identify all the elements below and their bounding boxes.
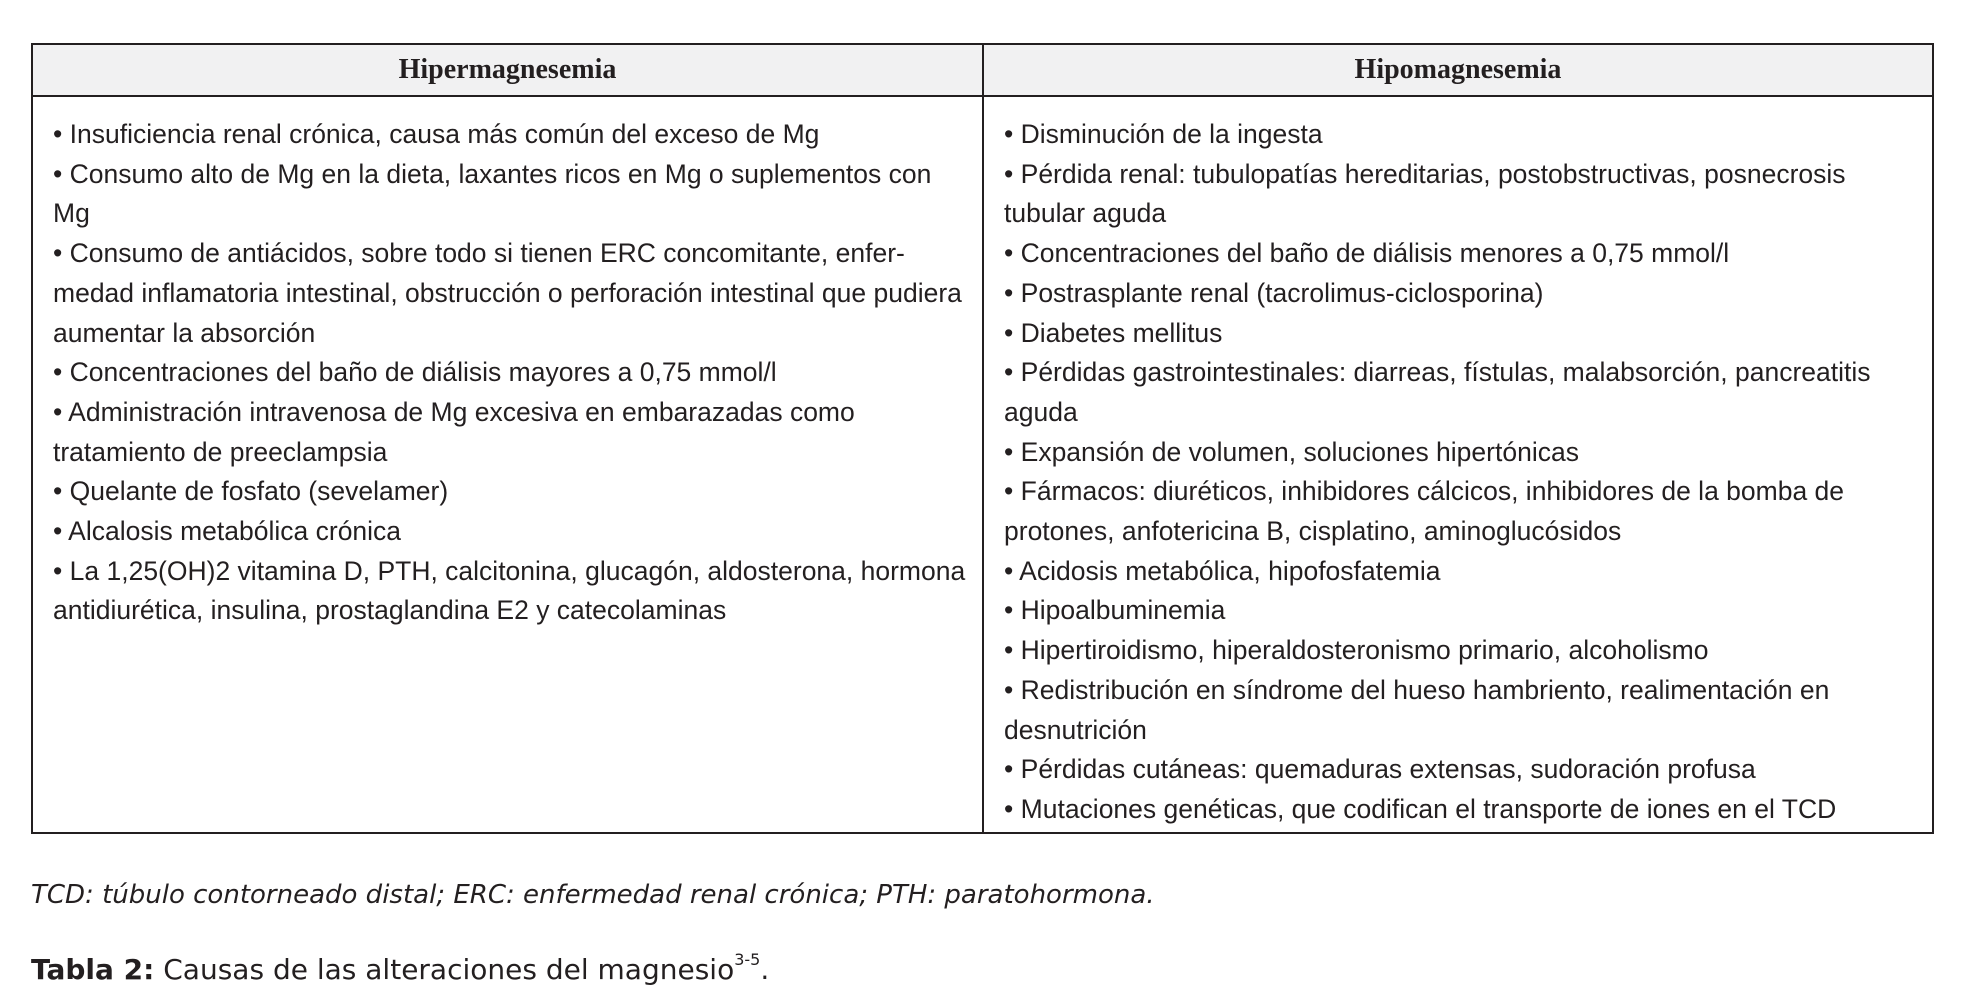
list-item: • Hipoalbuminemia	[1004, 595, 1226, 626]
list-item: • Pérdidas gastrointestinales: diarreas, fístulas, malabsorción, pancreatitis aguda	[1004, 357, 1871, 427]
hipomagnesemia-cell	[984, 97, 1932, 832]
caption-references: 3-5	[734, 950, 761, 969]
list-item: • Administración intravenosa de Mg excesiva en embarazadas como tratamiento de preeclampsia	[53, 396, 855, 467]
list-item: • Consumo alto de Mg en la dieta, laxantes ricos en Mg o suplementos con Mg	[53, 158, 932, 229]
list-item: • Postrasplante renal (tacrolimus-ciclosporina)	[1004, 277, 1544, 308]
header-hipermagnesemia: Hipermagnesemia	[33, 45, 984, 97]
header-hipomagnesemia: Hipomagnesemia	[984, 45, 1932, 97]
list-item: • Disminución de la ingesta	[1004, 119, 1323, 149]
list-item: • Pérdida renal: tubulopatías hereditarias, postobstructivas, posnecrosis tubular aguda	[1004, 158, 1846, 229]
list-item: • Alcalosis metabólica crónica	[53, 516, 402, 547]
hipomagnesemia-list	[1004, 115, 1918, 830]
list-item: • Hipertiroidismo, hiperaldosteronismo primario, alcoholismo	[1004, 635, 1709, 666]
caption-end: .	[760, 953, 770, 986]
list-item: • Fármacos: diuréticos, inhibidores cálcicos, inhibidores de la bomba de protones, anfotericina B, cisplatino, aminoglucósidos	[1004, 476, 1845, 547]
list-item: • Redistribución en síndrome del hueso hambriento, realimentación en desnutrición	[1004, 674, 1830, 745]
table-caption	[31, 950, 769, 986]
list-item: • La 1,25(OH)2 vitamina D, PTH, calcitonina, glucagón, aldosterona, hormona antidiurética, insulina, prostaglandina E2 y catecolaminas	[53, 555, 966, 626]
caption-label: Tabla 2:	[31, 953, 155, 986]
list-item: • Pérdidas cutáneas: quemaduras extensas, sudoración profusa	[1004, 754, 1756, 785]
caption-text: Causas de las alteraciones del magnesio	[154, 953, 735, 986]
list-item: • Acidosis metabólica, hipofosfatemia	[1004, 555, 1441, 586]
hipermagnesemia-cell	[33, 97, 984, 832]
hipermagnesemia-list	[53, 115, 968, 631]
causes-table	[31, 43, 1934, 834]
list-item: • Concentraciones del baño de diálisis mayores a 0,75 mmol/l	[53, 357, 777, 388]
list-item: • Expansión de volumen, soluciones hipertónicas	[1004, 436, 1579, 467]
list-item: • Mutaciones genéticas, que codifican el transporte de iones en el TCD	[1004, 793, 1837, 824]
list-item: • Consumo de antiácidos, sobre todo si tienen ERC concomitante, enfer-medad inflamatoria intestinal, obstrucción o perforación intestinal que pudiera aumentar la absorción	[53, 238, 962, 348]
list-item: • Concentraciones del baño de diálisis menores a 0,75 mmol/l	[1004, 238, 1730, 269]
list-item: • Insuficiencia renal crónica, causa más común del exceso de Mg	[53, 119, 820, 149]
list-item: • Quelante de fosfato (sevelamer)	[53, 476, 449, 507]
list-item: • Diabetes mellitus	[1004, 317, 1223, 348]
table-footnote: TCD: túbulo contorneado distal; ERC: enfermedad renal crónica; PTH: paratohormona.	[31, 880, 1155, 910]
